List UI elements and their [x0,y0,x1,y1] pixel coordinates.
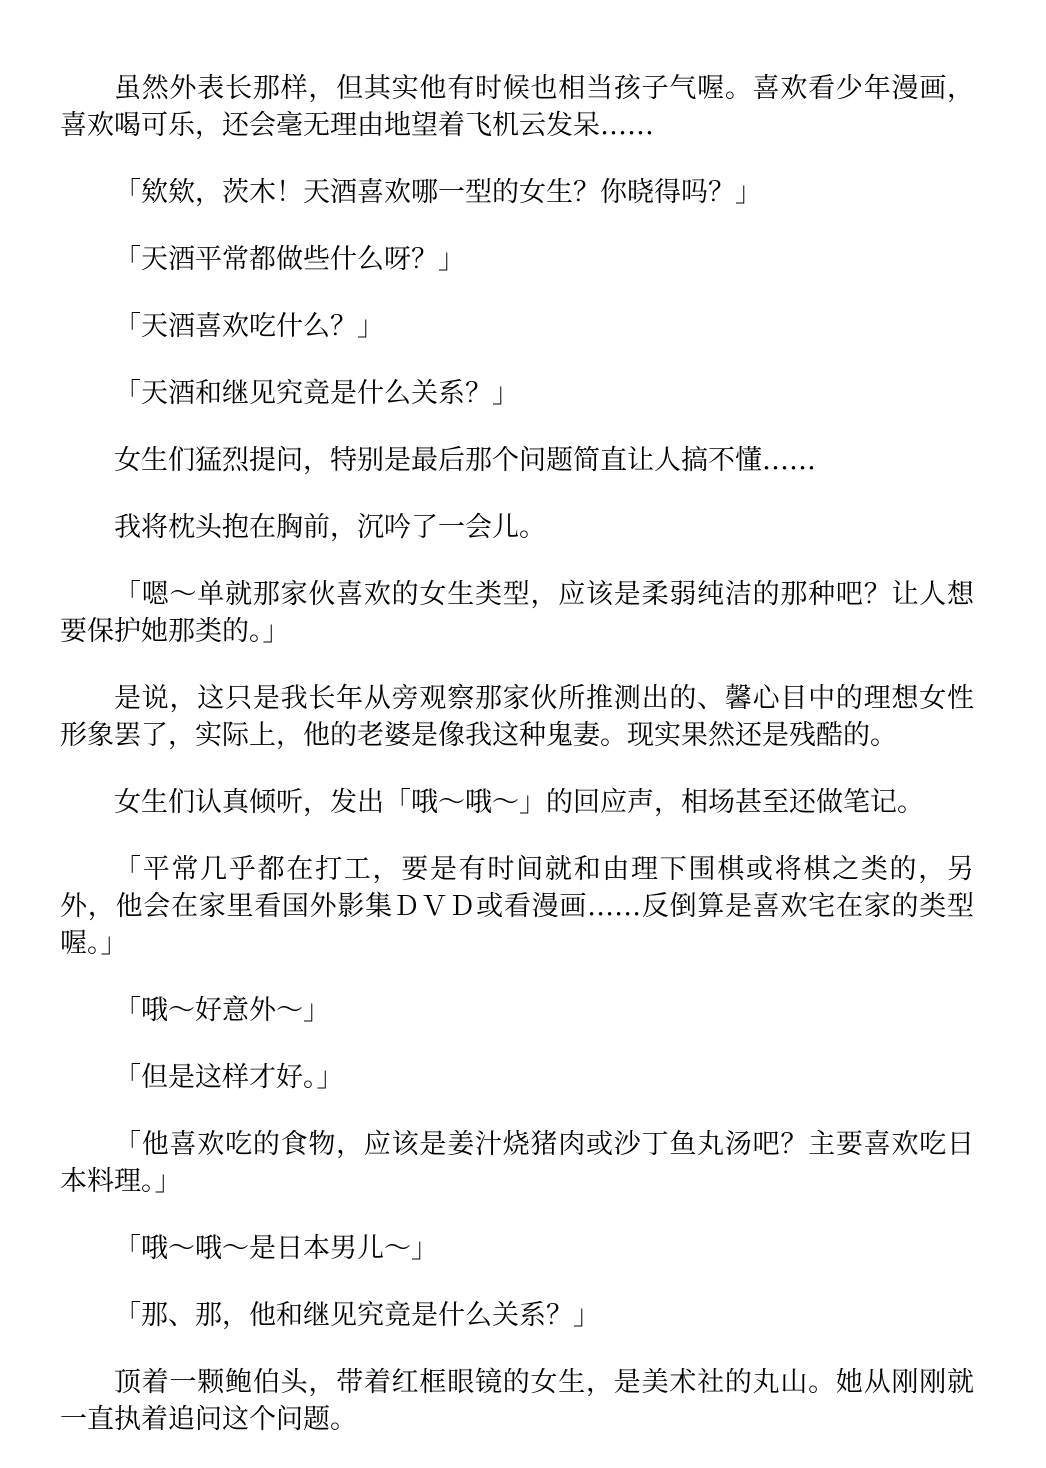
paragraph: 是说，这只是我长年从旁观察那家伙所推测出的、馨心目中的理想女性形象罢了，实际上，他的老婆是像我这种鬼妻。现实果然还是残酷的。 [60,683,974,751]
paragraph: 「天酒喜欢吃什么？」 [114,311,384,342]
paragraph: 「平常几乎都在打工，要是有时间就和由理下围棋或将棋之类的，另外，他会在家里看国外影集ＤＶＤ或看漫画……反倒算是喜欢宅在家的类型喔。」 [60,854,974,959]
paragraph: 女生们猛烈提问，特别是最后那个问题简直让人搞不懂…… [114,445,816,476]
paragraph: 「他喜欢吃的食物，应该是姜汁烧猪肉或沙丁鱼丸汤吧？主要喜欢吃日本料理。」 [60,1129,974,1197]
paragraph: 「那、那，他和继见究竟是什么关系？」 [114,1300,600,1331]
paragraph: 顶着一颗鲍伯头，带着红框眼镜的女生，是美术社的丸山。她从刚刚就一直执着追问这个问题。 [60,1367,974,1435]
document-page [60,70,974,1468]
paragraph: 「但是这样才好。」 [114,1062,344,1093]
paragraph: 「哦～好意外～」 [114,995,330,1026]
paragraph: 「天酒平常都做些什么呀？」 [114,244,465,275]
paragraph: 「天酒和继见究竟是什么关系？」 [114,378,519,409]
paragraph: 虽然外表长那样，但其实他有时候也相当孩子气喔。喜欢看少年漫画，喜欢喝可乐，还会毫无理由地望着飞机云发呆…… [60,73,974,141]
paragraph: 「嗯～单就那家伙喜欢的女生类型，应该是柔弱纯洁的那种吧？让人想要保护她那类的。」 [60,579,974,647]
paragraph: 我将枕头抱在胸前，沉吟了一会儿。 [114,512,546,543]
paragraph: 「哦～哦～是日本男儿～」 [114,1233,438,1264]
paragraph: 「欸欸，茨木！天酒喜欢哪一型的女生？你晓得吗？」 [114,177,762,208]
paragraph: 女生们认真倾听，发出「哦～哦～」的回应声，相场甚至还做笔记。 [114,787,924,818]
